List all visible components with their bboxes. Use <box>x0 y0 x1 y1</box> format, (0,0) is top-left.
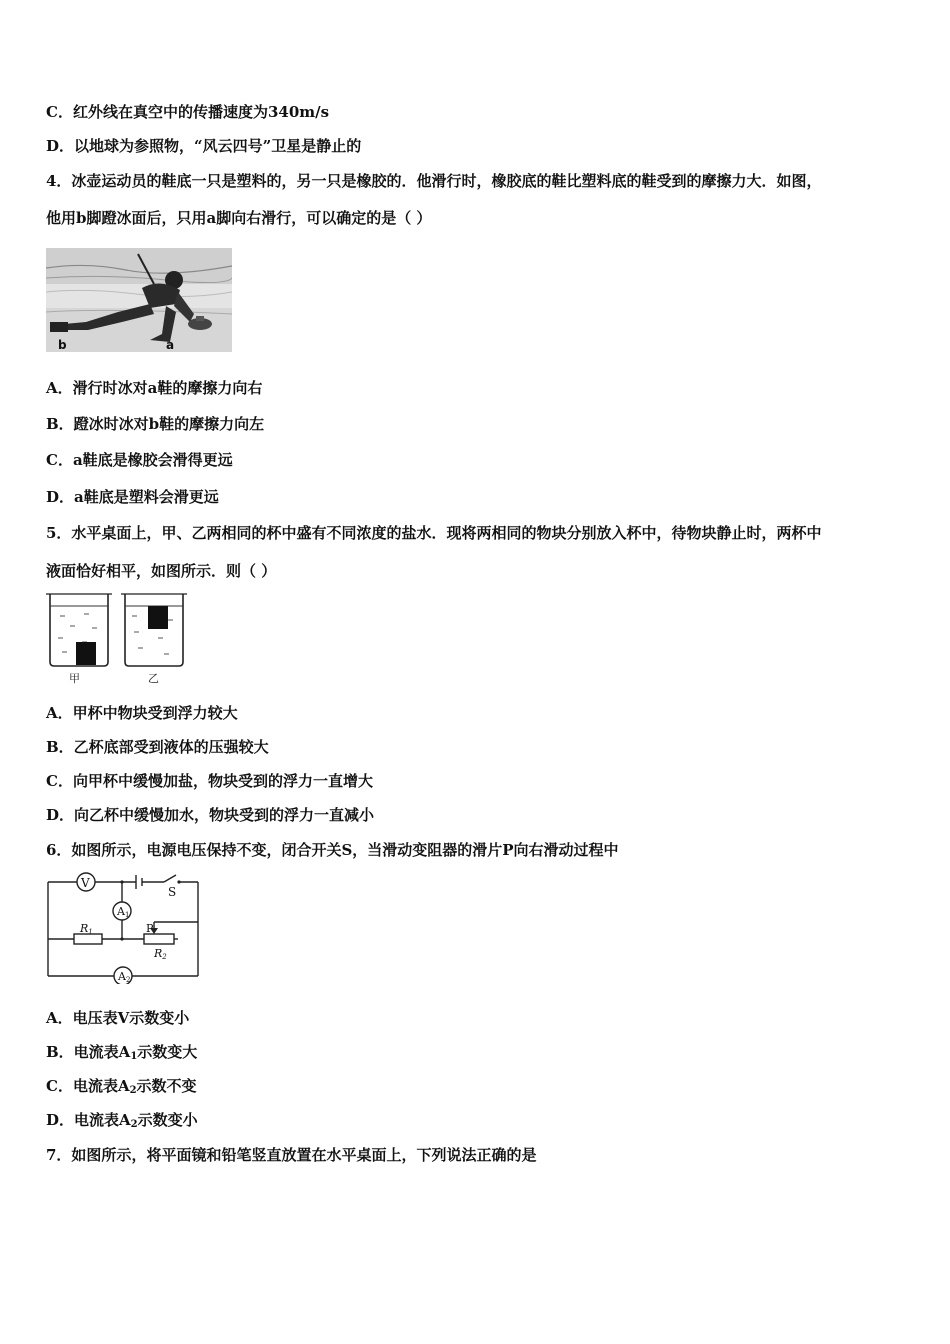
q6-option-d-pre: D．电流表A <box>46 1111 131 1129</box>
q4-option-b: B．蹬冰时冰对b鞋的摩擦力向左 <box>46 415 265 433</box>
q4-stem-line2: 他用b脚蹬冰面后，只用a脚向右滑行，可以确定的是（ ） <box>46 209 432 227</box>
q4-option-c: C．a鞋底是橡胶会滑得更远 <box>46 451 233 469</box>
cup2-label: 乙 <box>148 672 159 685</box>
figure-label-a: a <box>166 338 175 352</box>
r1-sub: 1 <box>88 928 93 936</box>
svg-text:R1 <box>79 922 93 936</box>
q6-option-c-post: 示数不变 <box>136 1077 197 1095</box>
curling-athlete-figure <box>46 248 232 352</box>
q7-stem: 7．如图所示，将平面镜和铅笔竖直放置在水平桌面上，下列说法正确的是 <box>46 1146 537 1164</box>
q5-option-c: C．向甲杯中缓慢加盐，物块受到的浮力一直增大 <box>46 772 373 790</box>
r2-label: R <box>154 947 163 960</box>
cup1-block <box>76 642 96 665</box>
cup2-block <box>148 606 168 629</box>
q6-option-d <box>46 1110 198 1135</box>
q6-option-b <box>46 1042 197 1067</box>
q5-stem-line2: 液面恰好相平，如图所示．则（ ） <box>46 562 277 580</box>
two-cups-figure <box>46 592 188 686</box>
voltmeter-label: V <box>81 876 90 890</box>
switch-label: S <box>168 885 177 899</box>
q3-option-d: D．以地球为参照物，“风云四号”卫星是静止的 <box>46 137 362 155</box>
q6-option-a: A．电压表V示数变小 <box>46 1009 190 1027</box>
q5-stem-line1: 5．水平桌面上，甲、乙两相同的杯中盛有不同浓度的盐水．现将两相同的物块分别放入杯中，待物块静止时，两杯中 <box>46 524 822 542</box>
ammeter-a1-sub: 1 <box>124 911 130 919</box>
ammeter-a1-label: A <box>117 905 125 918</box>
cup1-label: 甲 <box>69 672 80 685</box>
q6-option-b-pre: B．电流表A <box>46 1043 131 1061</box>
ammeter-a2-label: A <box>118 970 126 983</box>
q4-option-a: A．滑行时冰对a鞋的摩擦力向右 <box>46 379 263 397</box>
q6-option-b-post: 示数变大 <box>137 1043 198 1061</box>
q4-option-d: D．a鞋底是塑料会滑更远 <box>46 488 219 506</box>
q6-option-c-pre: C．电流表A <box>46 1077 130 1095</box>
r1-label: R <box>80 922 89 935</box>
q6-stem: 6．如图所示，电源电压保持不变，闭合开关S，当滑动变阻器的滑片P向右滑动过程中 <box>46 841 619 859</box>
ammeter-a2-sub: 2 <box>125 976 131 984</box>
figure-label-b: b <box>58 338 67 352</box>
q6-option-d-post: 示数变小 <box>137 1111 198 1129</box>
q5-option-b: B．乙杯底部受到液体的压强较大 <box>46 738 269 756</box>
q6-option-d-sub: 2 <box>130 1119 138 1130</box>
q5-option-d: D．向乙杯中缓慢加水，物块受到的浮力一直减小 <box>46 806 375 824</box>
q6-option-c-sub: 2 <box>129 1085 137 1096</box>
q3-option-c: C．红外线在真空中的传播速度为340m/s <box>46 103 330 121</box>
slider-label: P <box>146 922 154 935</box>
q6-option-c <box>46 1076 197 1101</box>
q4-stem-line1: 4．冰壶运动员的鞋底一只是塑料的，另一只是橡胶的．他滑行时，橡胶底的鞋比塑料底的鞋受到的摩擦力大．如图， <box>46 172 822 190</box>
circuit-diagram <box>44 872 204 984</box>
svg-text:R2 <box>153 947 167 961</box>
q6-option-b-sub: 1 <box>130 1051 138 1062</box>
r2-sub: 2 <box>162 953 167 961</box>
q5-option-a: A．甲杯中物块受到浮力较大 <box>46 704 238 722</box>
